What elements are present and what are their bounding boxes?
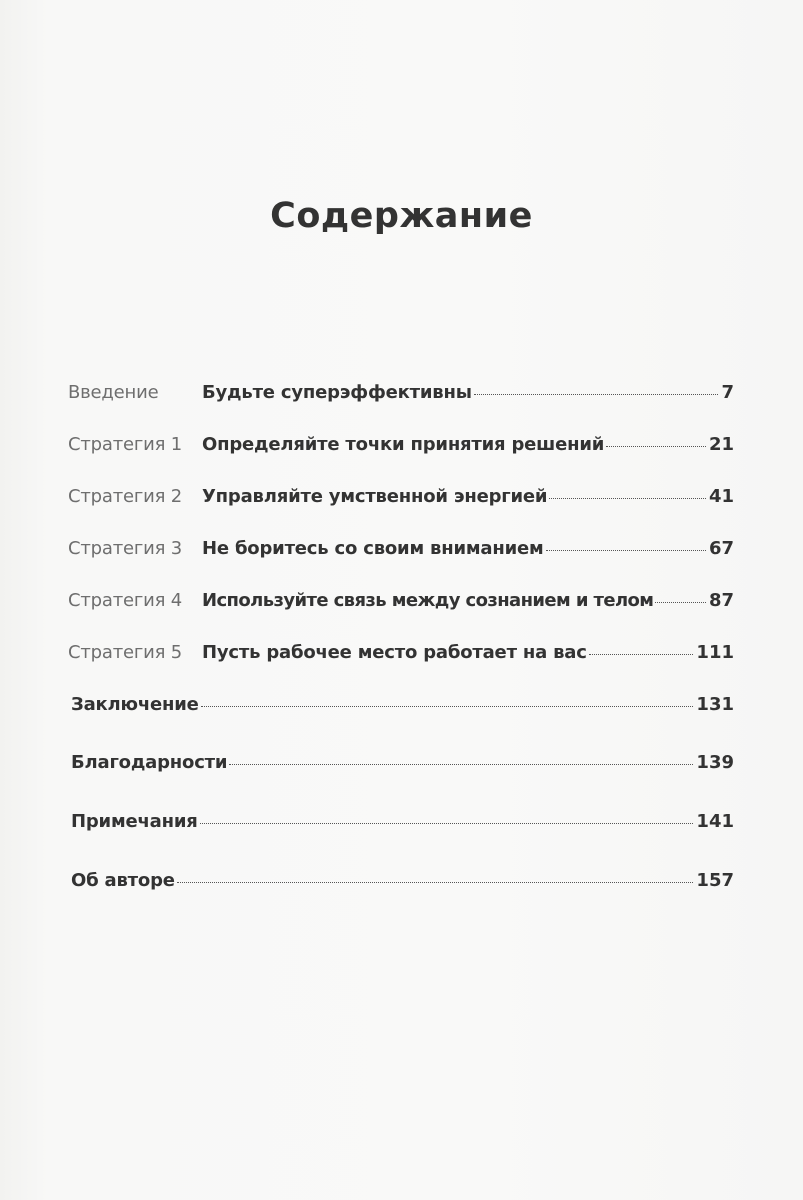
dot-leader [177, 882, 694, 883]
dot-leader [474, 394, 719, 395]
toc-entry-introduction [68, 382, 734, 403]
dot-leader [549, 498, 706, 499]
dot-leader [200, 823, 694, 824]
toc-entry-conclusion [68, 694, 734, 715]
toc-entry-acknowledgements [68, 752, 734, 773]
toc-entry-page-number: 87 [708, 590, 734, 611]
toc-entry-page-number: 111 [696, 642, 734, 663]
toc-entry-strategy-2 [68, 486, 734, 507]
toc-entry-prefix: Стратегия 1 [68, 434, 183, 455]
toc-entry-title: Примечания [71, 811, 198, 832]
dot-leader [201, 706, 694, 707]
toc-entry-prefix: Стратегия 3 [68, 538, 183, 559]
page-title: Содержание [270, 196, 533, 236]
dot-leader [546, 550, 706, 551]
toc-entry-title: Управляйте умственной энергией [202, 486, 548, 507]
dot-leader [606, 446, 706, 447]
toc-entry-prefix: Стратегия 4 [68, 590, 183, 611]
toc-entry-page-number: 7 [721, 382, 734, 403]
toc-entry-page-number: 67 [708, 538, 734, 559]
toc-entry-title: Определяйте точки принятия решений [202, 434, 605, 455]
toc-entry-strategy-3 [68, 538, 734, 559]
dot-leader [655, 602, 706, 603]
toc-entry-notes [68, 811, 734, 832]
toc-entry-title: Об авторе [71, 870, 175, 891]
toc-entry-title: Будьте суперэффективны [202, 382, 472, 403]
toc-entry-page-number: 157 [696, 870, 734, 891]
toc-entry-title: Пусть рабочее место работает на вас [202, 642, 587, 663]
toc-entry-strategy-5 [68, 642, 734, 663]
dot-leader [229, 764, 693, 765]
toc-entry-page-number: 141 [696, 811, 734, 832]
toc-entry-title: Благодарности [71, 752, 228, 773]
toc-entry-prefix: Стратегия 5 [68, 642, 183, 663]
toc-entry-page-number: 131 [696, 694, 734, 715]
dot-leader [589, 654, 694, 655]
toc-entry-prefix: Введение [68, 382, 159, 403]
toc-entry-strategy-1 [68, 434, 734, 455]
toc-entry-page-number: 41 [708, 486, 734, 507]
toc-entry-title: Заключение [71, 694, 199, 715]
toc-entry-title: Используйте связь между сознанием и телом [202, 590, 654, 611]
toc-entry-prefix: Стратегия 2 [68, 486, 183, 507]
toc-entry-page-number: 21 [708, 434, 734, 455]
toc-entry-title: Не боритесь со своим вниманием [202, 538, 544, 559]
toc-entry-strategy-4 [68, 590, 734, 611]
toc-entry-about-author [68, 870, 734, 891]
toc-entry-page-number: 139 [696, 752, 734, 773]
